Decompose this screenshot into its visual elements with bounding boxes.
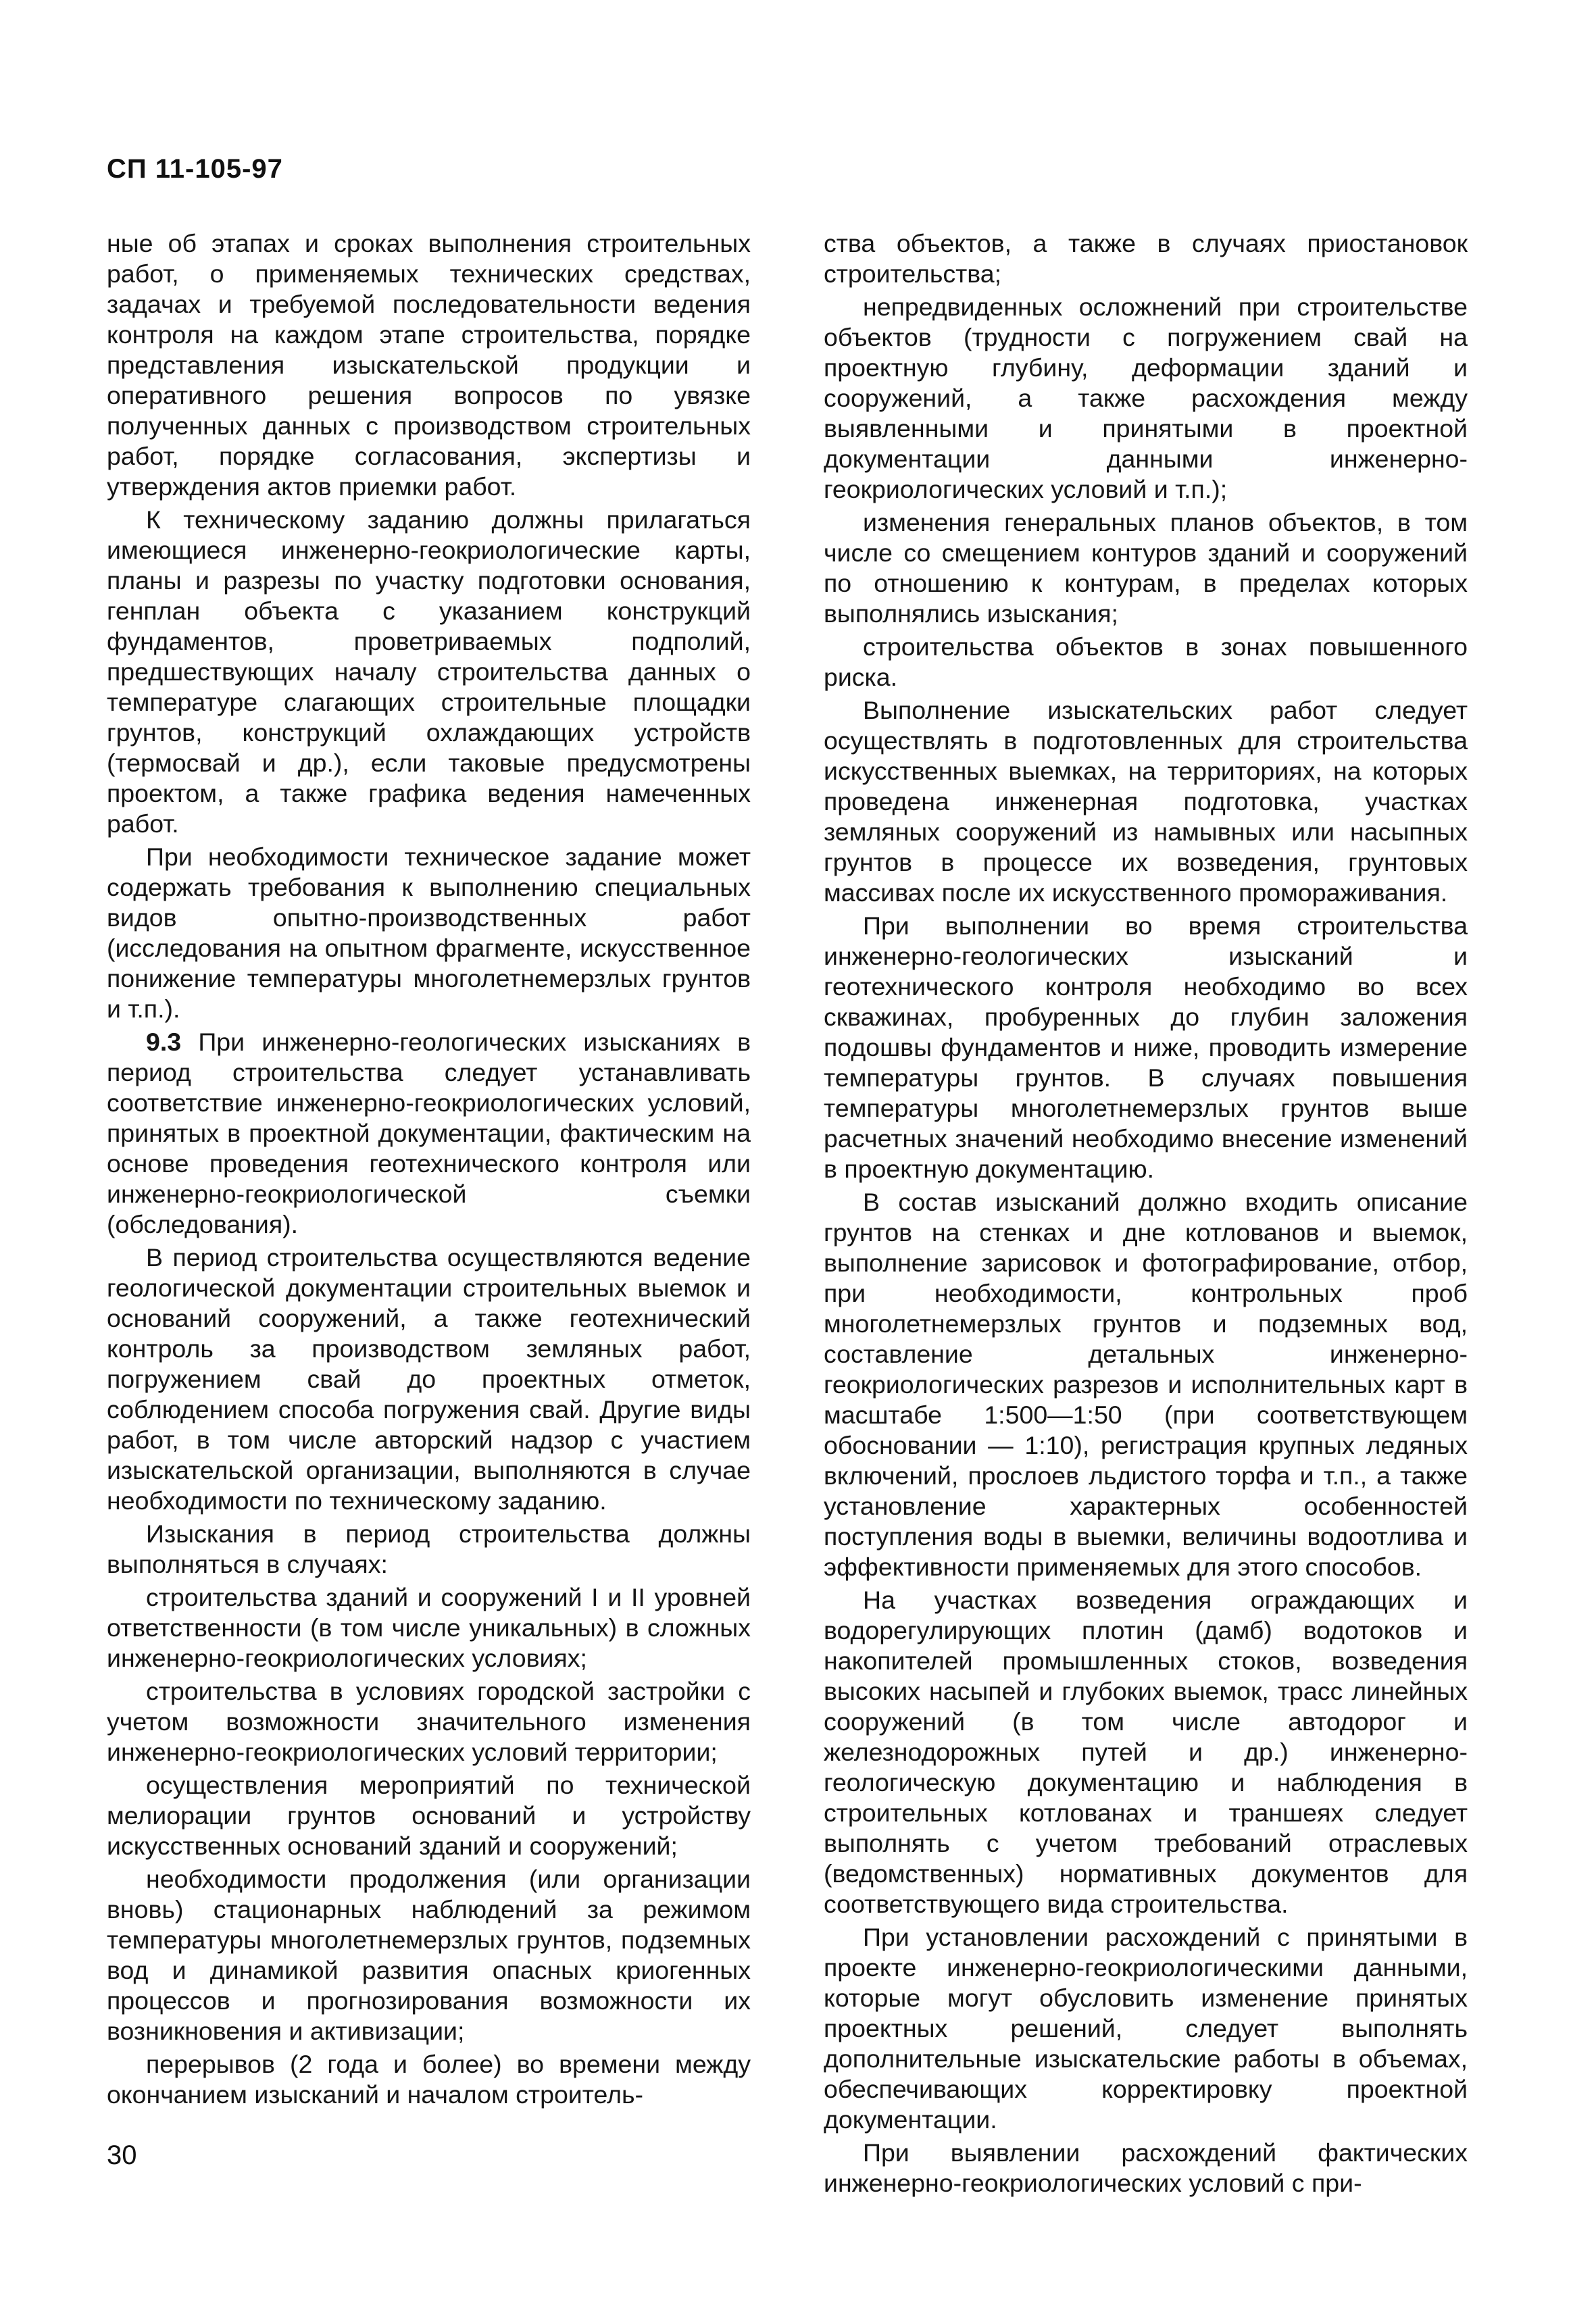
paragraph-text: При инженерно-геологических изысканиях в период строительства следует устанавливать соответствие инженерно-геокриологических условий, принятых в проектной документации, фактическим на основе проведения геотехнического контроля или инженерно-геокриологической съемки (обследования). xyxy=(107,1028,751,1238)
paragraph: При необходимости техническое задание может содержать требования к выполнению специальных видов опытно-производственных работ (исследования на опытном фрагменте, искусственное понижение температуры многолетнемерзлых грунтов и т.п.). xyxy=(107,842,751,1023)
paragraph: На участках возведения ограждающих и водорегулирующих плотин (дамб) водотоков и накопителей промышленных стоков, возведения высоких насыпей и глубоких выемок, трасс линейных сооружений (в том числе автодорог и железнодорожных путей и др.) инженерно-геологическую документацию и наблюдения в строительных котлованах и траншеях следует выполнять с учетом требований отраслевых (ведомственных) нормативных документов для соответствующего вида строительства. xyxy=(824,1586,1468,1918)
paragraph: При установлении расхождений с принятыми в проекте инженерно-геокриологическими данными, которые могут обусловить изменение принятых проектных решений, следует выполнять дополнительные изыскательские работы в объемах, обеспечивающих корректировку проектной документации. xyxy=(824,1923,1468,2134)
paragraph: К техническому заданию должны прилагаться имеющиеся инженерно-геокриологические карты, планы и разрезы по участку подготовки основания, генплан объекта с указанием конструкций фундаментов, проветриваемых подполий, предшествующих началу строительства данных о температуре слагающих строительные площадки грунтов, конструкций охлаждающих устройств (термосвай и др.), если таковые предусмотрены проектом, а также графика ведения намеченных работ. xyxy=(107,505,751,838)
list-item: строительства в условиях городской застройки с учетом возможности значительного изменения инженерно-геокриологических условий территории; xyxy=(107,1677,751,1766)
paragraph: Выполнение изыскательских работ следует осуществлять в подготовленных для строительства искусственных выемках, на территориях, на которых проведена инженерная подготовка, участках земляных сооружений из намывных или насыпных грунтов в процессе их возведения, грунтовых массивах после их искусственного промораживания. xyxy=(824,696,1468,907)
paragraph: В состав изысканий должно входить описание грунтов на стенках и дне котлованов и выемок, выполнение зарисовок и фотографирование, отбор, при необходимости, контрольных проб многолетнемерзлых грунтов и подземных вод, составление детальных инженерно-геокриологических разрезов и исполнительных карт в масштабе 1:500—1:50 (при соответствующем обосновании — 1:10), регистрация крупных ледяных включений, прослоев льдистого торфа и т.п., а также установление характерных особенностей поступления воды в выемки, величины водоотлива и эффективности применяемых для этого способов. xyxy=(824,1188,1468,1581)
list-item: перерывов (2 года и более) во времени между окончанием изысканий и началом строитель- xyxy=(107,2050,751,2109)
paragraph: ные об этапах и сроках выполнения строительных работ, о применяемых технических средствах, задачах и требуемой последовательности ведения контроля на каждом этапе строительства, порядке представления изыскательской продукции и оперативного решения вопросов по увязке полученных данных с производством строительных работ, порядке согласования, экспертизы и утверждения актов приемки работ. xyxy=(107,229,751,501)
right-column xyxy=(824,228,1468,2201)
list-item: непредвиденных осложнений при строительстве объектов (трудности с погружением свай на проектную глубину, деформации зданий и сооружений, а также расхождения между выявленными и принятыми в проектной документации данными инженерно-геокриологических условий и т.п.); xyxy=(824,293,1468,503)
list-item: строительства зданий и сооружений I и II уровней ответственности (в том числе уникальных) в сложных инженерно-геокриологических условиях; xyxy=(107,1583,751,1672)
paragraph: Изыскания в период строительства должны выполняться в случаях: xyxy=(107,1519,751,1578)
document-code-header: СП 11-105-97 xyxy=(107,154,283,184)
page-number: 30 xyxy=(107,2140,137,2170)
list-item: строительства объектов в зонах повышенного риска. xyxy=(824,632,1468,691)
section-number: 9.3 xyxy=(146,1028,182,1056)
list-item: изменения генеральных планов объектов, в том числе со смещением контуров зданий и сооружений по отношению к контурам, в пределах которых выполнялись изыскания; xyxy=(824,508,1468,628)
list-item: ства объектов, а также в случаях приостановок строительства; xyxy=(824,229,1468,288)
left-column xyxy=(107,228,751,2113)
paragraph: При выполнении во время строительства инженерно-геологических изысканий и геотехнического контроля необходимо во всех скважинах, пробуренных до глубин заложения подошвы фундаментов и ниже, проводить измерение температуры грунтов. В случаях повышения температуры многолетнемерзлых грунтов выше расчетных значений необходимо внесение изменений в проектную документацию. xyxy=(824,911,1468,1183)
section-paragraph xyxy=(107,1027,751,1240)
paragraph: При выявлении расхождений фактических инженерно-геокриологических условий с при- xyxy=(824,2138,1468,2197)
list-item: осуществления мероприятий по технической мелиорации грунтов оснований и устройству искусственных оснований зданий и сооружений; xyxy=(107,1771,751,1860)
list-item: необходимости продолжения (или организации вновь) стационарных наблюдений за режимом температуры многолетнемерзлых грунтов, подземных вод и динамикой развития опасных криогенных процессов и прогнозирования возможности их возникновения и активизации; xyxy=(107,1865,751,2045)
paragraph: В период строительства осуществляются ведение геологической документации строительных выемок и оснований сооружений, а также геотехнический контроль за производством земляных работ, погружением свай до проектных отметок, соблюдением способа погружения свай. Другие виды работ, в том числе авторский надзор с участием изыскательской организации, выполняются в случае необходимости по техническому заданию. xyxy=(107,1243,751,1515)
